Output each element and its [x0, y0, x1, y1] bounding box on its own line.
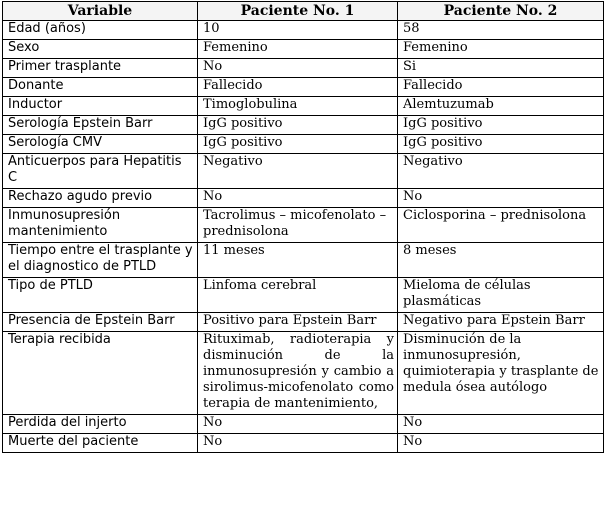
- patient-2-cell: IgG positivo: [398, 116, 604, 135]
- header-patient-1: Paciente No. 1: [198, 2, 398, 21]
- patient-1-cell: IgG positivo: [198, 116, 398, 135]
- table-row: [3, 278, 604, 313]
- patient-1-cell: 10: [198, 21, 398, 40]
- variable-cell: Serología Epstein Barr: [3, 116, 198, 135]
- variable-cell: Inmunosupresión mantenimiento: [3, 208, 198, 243]
- patient-1-cell: No: [198, 434, 398, 453]
- patient-2-cell: Si: [398, 59, 604, 78]
- patient-2-cell: Negativo para Epstein Barr: [398, 313, 604, 332]
- variable-cell: Tipo de PTLD: [3, 278, 198, 313]
- patient-2-cell: No: [398, 189, 604, 208]
- variable-cell: Serología CMV: [3, 135, 198, 154]
- table-row: [3, 135, 604, 154]
- table-row: [3, 97, 604, 116]
- patient-1-cell: No: [198, 59, 398, 78]
- variable-cell: Terapia recibida: [3, 332, 198, 415]
- table-row: [3, 313, 604, 332]
- table-row: [3, 59, 604, 78]
- variable-cell: Perdida del injerto: [3, 415, 198, 434]
- patient-2-cell: Disminución de la inmunosupresión, quimioterapia y trasplante de medula ósea autólogo: [398, 332, 604, 415]
- table-row: [3, 415, 604, 434]
- variable-cell: Edad (años): [3, 21, 198, 40]
- header-patient-2: Paciente No. 2: [398, 2, 604, 21]
- patient-2-cell: IgG positivo: [398, 135, 604, 154]
- table-row: [3, 332, 604, 415]
- patient-2-cell: Alemtuzumab: [398, 97, 604, 116]
- patient-2-cell: Femenino: [398, 40, 604, 59]
- variable-cell: Primer trasplante: [3, 59, 198, 78]
- patient-2-cell: 58: [398, 21, 604, 40]
- patient-2-cell: No: [398, 434, 604, 453]
- table-row: [3, 189, 604, 208]
- patient-1-cell: Positivo para Epstein Barr: [198, 313, 398, 332]
- table-row: [3, 78, 604, 97]
- patient-1-cell: Fallecido: [198, 78, 398, 97]
- variable-cell: Inductor: [3, 97, 198, 116]
- table-row: [3, 116, 604, 135]
- patient-2-cell: Ciclosporina – prednisolona: [398, 208, 604, 243]
- patient-1-cell: Rituximab, radioterapia y disminución de la inmunosupresión y cambio a sirolimus-micofenolato como terapia de mantenimiento,: [198, 332, 398, 415]
- table-row: [3, 154, 604, 189]
- variable-cell: Anticuerpos para Hepatitis C: [3, 154, 198, 189]
- patient-2-cell: Mieloma de células plasmáticas: [398, 278, 604, 313]
- table-row: [3, 434, 604, 453]
- patient-1-cell: 11 meses: [198, 243, 398, 278]
- patient-1-cell: Negativo: [198, 154, 398, 189]
- variable-cell: Muerte del paciente: [3, 434, 198, 453]
- table-row: [3, 208, 604, 243]
- patient-1-cell: No: [198, 189, 398, 208]
- patient-1-cell: Timoglobulina: [198, 97, 398, 116]
- patient-1-cell: IgG positivo: [198, 135, 398, 154]
- patient-1-cell: Linfoma cerebral: [198, 278, 398, 313]
- header-row: [3, 2, 604, 21]
- patient-2-cell: Negativo: [398, 154, 604, 189]
- patient-1-cell: Tacrolimus – micofenolato – prednisolona: [198, 208, 398, 243]
- variable-cell: Sexo: [3, 40, 198, 59]
- table-row: [3, 243, 604, 278]
- table-row: [3, 21, 604, 40]
- variable-cell: Tiempo entre el trasplante y el diagnostico de PTLD: [3, 243, 198, 278]
- patient-2-cell: Fallecido: [398, 78, 604, 97]
- variable-cell: Donante: [3, 78, 198, 97]
- variable-cell: Presencia de Epstein Barr: [3, 313, 198, 332]
- header-variable: Variable: [3, 2, 198, 21]
- table-row: [3, 40, 604, 59]
- patient-2-cell: No: [398, 415, 604, 434]
- patient-comparison-table: [2, 1, 604, 453]
- patient-1-cell: Femenino: [198, 40, 398, 59]
- variable-cell: Rechazo agudo previo: [3, 189, 198, 208]
- patient-2-cell: 8 meses: [398, 243, 604, 278]
- patient-1-cell: No: [198, 415, 398, 434]
